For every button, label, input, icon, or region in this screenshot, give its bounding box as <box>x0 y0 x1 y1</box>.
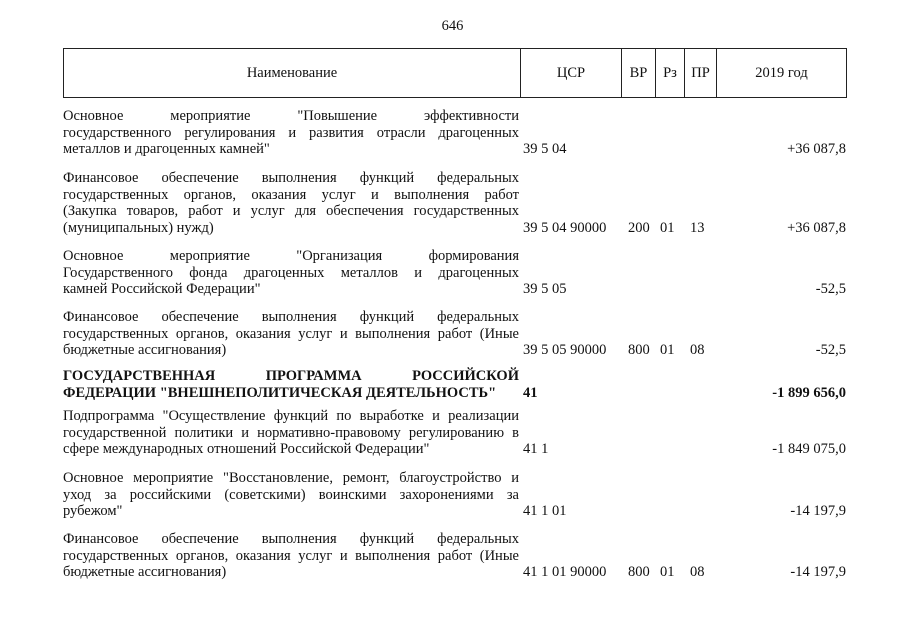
row-name-line: Государственного фонда драгоценных металлов и драгоценных <box>63 264 519 281</box>
cell-csr: 39 5 04 <box>523 141 567 157</box>
cell-csr: 39 5 05 90000 <box>523 342 607 358</box>
row-name-line: Финансовое обеспечение выполнения функций федеральных <box>63 309 519 325</box>
row-name <box>63 531 519 581</box>
header-rz: Рз <box>656 49 685 98</box>
header-pr: ПР <box>685 49 717 98</box>
row-name <box>63 248 519 298</box>
header-year: 2019 год <box>717 49 847 98</box>
cell-csr: 41 1 01 <box>523 503 567 519</box>
cell-amount: +36 087,8 <box>787 141 846 157</box>
cell-rz: 01 <box>660 219 675 236</box>
cell-amount: -14 197,9 <box>790 503 846 519</box>
cell-amount: -14 197,9 <box>790 564 846 580</box>
row-name-line: государственной политики и нормативно-правовому регулированию в <box>63 424 519 441</box>
row-name <box>63 408 519 458</box>
cell-vr: 800 <box>628 564 650 580</box>
row-name-line: государственных органов, оказания услуг и выполнения работ (Иные <box>63 325 519 342</box>
cell-csr: 39 5 05 <box>523 281 567 297</box>
row-name-line: уход за российскими (советскими) воинскими захоронениями за <box>63 486 519 503</box>
cell-pr: 08 <box>690 342 705 358</box>
row-name-line: ФЕДЕРАЦИИ "ВНЕШНЕПОЛИТИЧЕСКАЯ ДЕЯТЕЛЬНОСТЬ" <box>63 384 497 401</box>
cell-rz: 01 <box>660 564 675 580</box>
row-name-line: ГОСУДАРСТВЕННАЯ ПРОГРАММА РОССИЙСКОЙ <box>63 368 519 384</box>
row-name <box>63 470 519 520</box>
row-name-line: Основное мероприятие "Организация формирования <box>63 248 519 264</box>
page-number: 646 <box>441 18 464 34</box>
table-header <box>63 48 847 98</box>
cell-rz: 01 <box>660 342 675 358</box>
cell-csr: 41 1 <box>523 441 549 457</box>
row-name-line: Основное мероприятие "Восстановление, ремонт, благоустройство и <box>63 470 519 486</box>
cell-amount: -52,5 <box>815 342 846 358</box>
row-name <box>63 309 519 359</box>
cell-amount: +36 087,8 <box>787 219 846 236</box>
row-name-line: рубежом" <box>63 503 123 519</box>
cell-pr: 13 <box>690 219 705 236</box>
cell-amount: -1 849 075,0 <box>772 441 846 457</box>
row-name-line: (Закупка товаров, работ и услуг для обеспечения государственных <box>63 203 519 219</box>
row-name-line: (муниципальных) нужд) <box>63 219 214 236</box>
cell-amount: -52,5 <box>815 281 846 297</box>
row-name-line: бюджетные ассигнования) <box>63 564 227 580</box>
row-name-line: бюджетные ассигнования) <box>63 342 227 358</box>
row-name-line: Подпрограмма "Осуществление функций по выработке и реализации <box>63 408 519 424</box>
cell-csr: 41 1 01 90000 <box>523 564 607 580</box>
cell-csr: 41 <box>523 384 538 401</box>
cell-vr: 200 <box>628 219 650 236</box>
row-name <box>63 108 519 158</box>
row-name <box>63 368 519 401</box>
row-name-line: камней Российской Федерации" <box>63 281 261 297</box>
row-name-line: государственного регулирования и развития отрасли драгоценных <box>63 124 519 141</box>
cell-vr: 800 <box>628 342 650 358</box>
cell-amount: -1 899 656,0 <box>772 384 846 401</box>
row-name-line: Финансовое обеспечение выполнения функций федеральных <box>63 170 519 186</box>
row-name-line: сфере международных отношений Российской Федерации" <box>63 441 430 457</box>
row-name-line: Основное мероприятие "Повышение эффективности <box>63 108 519 124</box>
row-name <box>63 170 519 236</box>
cell-pr: 08 <box>690 564 705 580</box>
row-name-line: государственных органов, оказания услуг и выполнения работ (Иные <box>63 547 519 564</box>
row-name-line: государственных органов, оказания услуг и выполнения работ <box>63 186 519 203</box>
header-vr: ВР <box>622 49 656 98</box>
row-name-line: металлов и драгоценных камней" <box>63 141 270 157</box>
header-name: Наименование <box>64 49 521 98</box>
row-name-line: Финансовое обеспечение выполнения функций федеральных <box>63 531 519 547</box>
header-csr: ЦСР <box>521 49 622 98</box>
cell-csr: 39 5 04 90000 <box>523 219 607 236</box>
